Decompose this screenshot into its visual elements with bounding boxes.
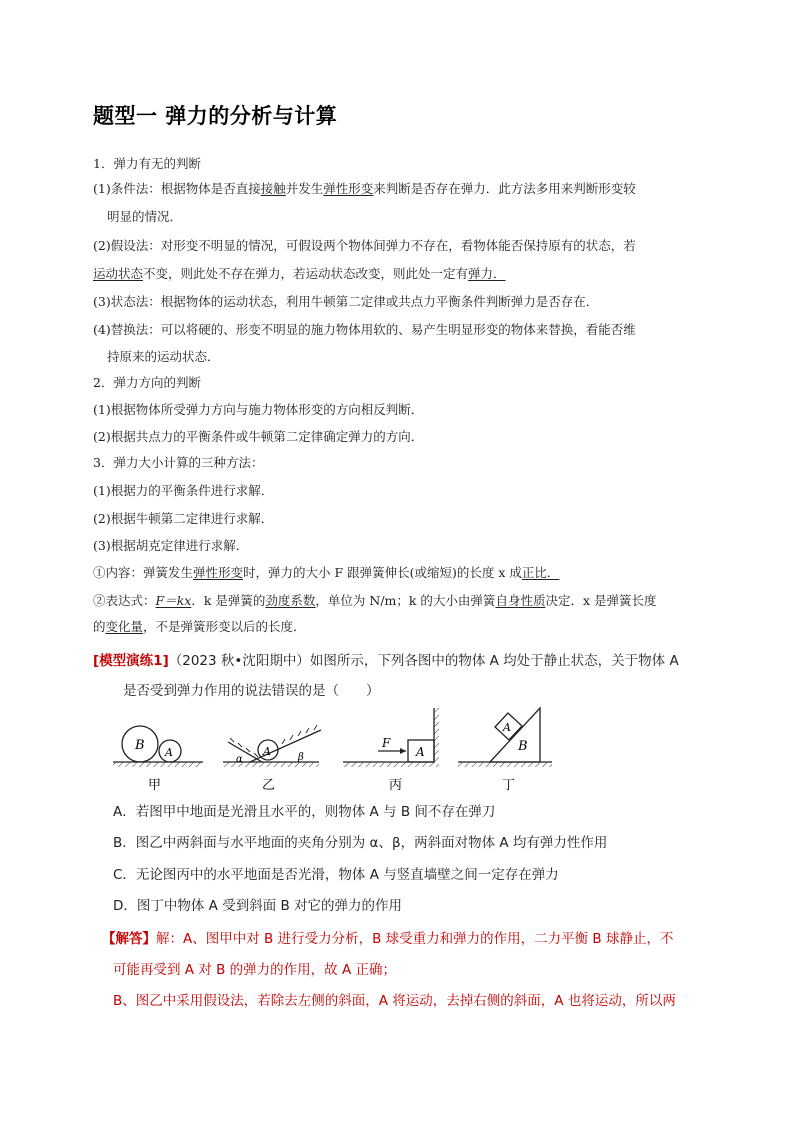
underlined-text: 自身性质 [495, 593, 546, 608]
section-3-title: 3．弹力大小计算的三种方法： [93, 455, 264, 470]
underlined-text: 弹性形变 [323, 181, 374, 196]
section-1-para-2-cont [93, 264, 506, 284]
figure-ding [458, 708, 552, 793]
text: 时，弹力的大小 F 跟弹簧伸长(或缩短)的长度 x 成 [243, 565, 522, 580]
exercise-tag: [模型演练1] [93, 653, 169, 669]
section-2-para-2: (2)根据共点力的平衡条件或牛顿第二定律确定弹力的方向． [93, 429, 424, 444]
underlined-text: 劲度系数 [265, 593, 316, 608]
section-1-para-3: (3)状态法：根据物体的运动状态，利用牛顿第二定律或共点力平衡条件判断弹力是否存在． [93, 294, 599, 309]
section-1-para-1 [93, 179, 636, 199]
text: 并发生 [285, 181, 324, 196]
answer-text: 解：A、图甲中对 B 进行受力分析，B 球受重力和弹力的作用，二力平衡 B 球静止，不 [156, 931, 674, 947]
text: ①内容：弹簧发生 [93, 565, 194, 580]
section-1-para-1-cont: 明显的情况． [107, 209, 183, 224]
answer-line-1 [102, 928, 673, 950]
label-beta: β [298, 752, 304, 763]
text: ②表达式： [93, 593, 156, 608]
underlined-text: 接触 [260, 181, 286, 196]
section-3-para-2: (2)根据牛顿第二定律进行求解． [93, 511, 274, 526]
label-a: A [263, 745, 271, 758]
answer-line-3: B、图乙中采用假设法，若除去左侧的斜面，A 将运动，去掉右侧的斜面，A 也将运动，所以两 [113, 993, 676, 1009]
option-a[interactable]: A．若图甲中地面是光滑且水平的，则物体 A 与 B 间不存在弹刀 [113, 804, 496, 820]
caption-ding: 丁 [502, 778, 516, 793]
caption-bing: 丙 [389, 778, 403, 793]
exercise-question [93, 650, 679, 672]
section-3-para-1: (1)根据力的平衡条件进行求解． [93, 483, 274, 498]
text: 的 [93, 619, 106, 634]
caption-jia: 甲 [148, 778, 162, 793]
label-f: F [382, 736, 391, 750]
label-b: B [518, 739, 528, 754]
section-1-para-2: (2)假设法：对形变不明显的情况，可假设两个物体间弹力不存在，看物体能否保持原有的状态，若 [93, 238, 636, 253]
label-a: A [165, 746, 173, 759]
hooke-content [93, 563, 559, 583]
text: 不变，则此处不存在弹力，若运动状态改变，则此处一定有 [143, 266, 469, 281]
text: 来判断是否存在弹力．此方法多用来判断形变较 [373, 181, 636, 196]
figure-jia [113, 726, 203, 793]
underlined-text: 弹性形变 [193, 565, 244, 580]
section-2-title: 2．弹力方向的判断 [93, 375, 201, 390]
section-3-para-3: (3)根据胡克定律进行求解． [93, 538, 249, 553]
option-c[interactable]: C．无论图丙中的水平地面是否光滑，物体 A 与竖直墙壁之间一定存在弹力 [113, 867, 559, 883]
section-1-title: 1．弹力有无的判断 [93, 156, 201, 171]
option-b[interactable]: B．图乙中两斜面与水平地面的夹角分别为 α、β，两斜面对物体 A 均有弹力性作用 [113, 835, 608, 851]
figure-bing [343, 708, 439, 793]
label-a: A [503, 721, 511, 734]
physics-figure [100, 700, 560, 800]
exercise-question-cont: 是否受到弹力作用的说法错误的是（ ） [123, 683, 380, 699]
section-2-para-1: (1)根据物体所受弹力方向与施力物体形变的方向相反判断． [93, 402, 424, 417]
label-a: A [416, 745, 425, 759]
caption-yi: 乙 [262, 778, 276, 793]
answer-tag: 【解答】 [102, 931, 156, 947]
underlined-text: 弹力． [468, 266, 506, 281]
text: ，单位为 N/m；k 的大小由弹簧 [315, 593, 496, 608]
hooke-expression-cont [93, 617, 306, 637]
formula: F＝kx [155, 593, 192, 608]
figure-yi [223, 725, 321, 793]
question-text: （2023 秋•沈阳期中）如图所示，下列各图中的物体 A 均处于静止状态，关于物体 A [168, 653, 679, 669]
label-b: B [135, 738, 145, 753]
underlined-text: 运动状态 [93, 266, 144, 281]
underlined-text: 变化量 [105, 619, 144, 634]
text: ，不是弹簧形变以后的长度． [143, 619, 306, 634]
section-1-para-4: (4)替换法：可以将硬的、形变不明显的施力物体用软的、易产生明显形变的物体来替换，看能否维 [93, 322, 636, 337]
option-d[interactable]: D．图丁中物体 A 受到斜面 B 对它的弹力的作用 [113, 898, 403, 914]
hooke-expression [93, 591, 656, 611]
page-title: 题型一 弹力的分析与计算 [93, 104, 338, 128]
text: ．k 是弹簧的 [191, 593, 266, 608]
underlined-text: 正比． [521, 565, 560, 580]
incline-b [490, 708, 540, 762]
label-alpha: α [236, 754, 243, 765]
text: 决定．x 是弹簧长度 [545, 593, 657, 608]
answer-line-2: 可能再受到 A 对 B 的弹力的作用，故 A 正确； [113, 962, 396, 978]
text: (1)条件法：根据物体是否直接 [93, 181, 261, 196]
section-1-para-4-cont: 持原来的运动状态． [107, 349, 220, 364]
